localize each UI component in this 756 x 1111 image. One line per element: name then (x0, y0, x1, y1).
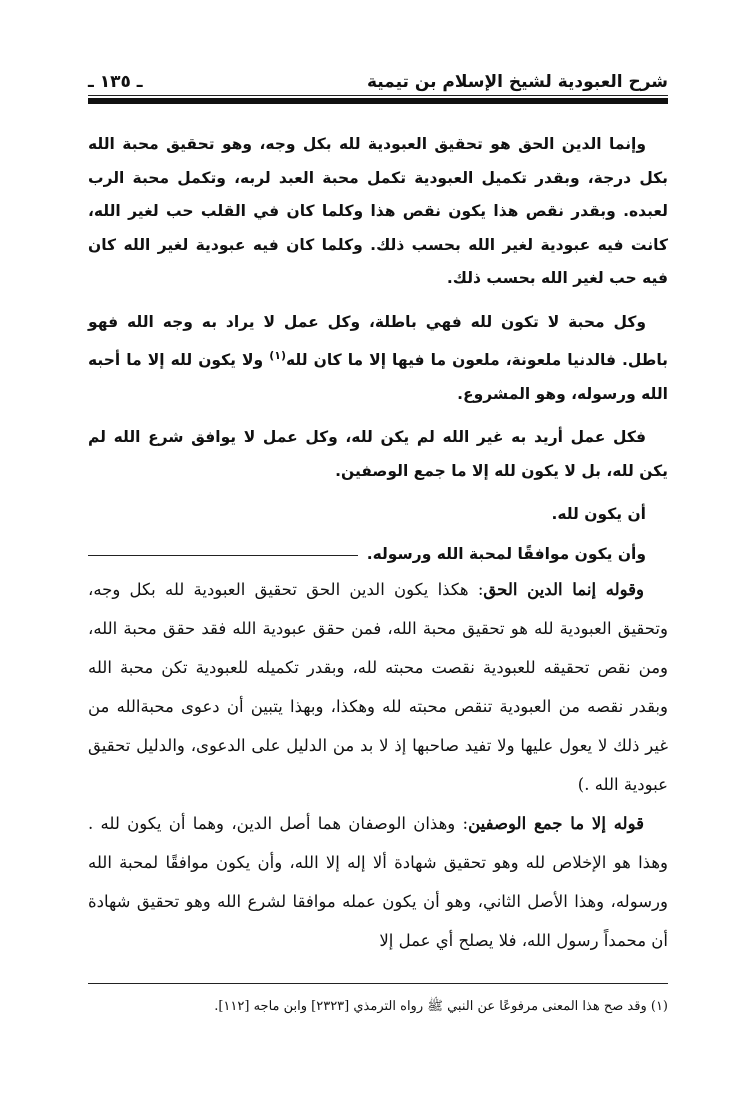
sharh-paragraph-1 (88, 570, 668, 804)
sharh-paragraph-2 (88, 804, 668, 960)
matn-condition-2: وأن يكون موافقًا لمحبة الله ورسوله. (366, 544, 646, 563)
matn-paragraph-1: وإنما الدين الحق هو تحقيق العبودية لله بكل وجه، وهو تحقيق محبة الله بكل درجة، وبقدر تكميل العبودية تكمل محبة العبد لربه، وتكمل محبة الرب لعبده. وبقدر نقص هذا يكون نقص هذا وكلما كان في القلب حب لغير الله، كانت فيه عبودية لغير الله بحسب ذلك. وكلما كان فيه عبودية لغير الله كان فيه حب لغير الله بحسب ذلك. (88, 135, 668, 287)
matn-paragraph-2-text-a: وكل محبة لا تكون لله فهي باطلة، وكل عمل لا يراد به وجه الله فهو باطل. فالدنيا ملعونة، ملعون ما فيها إلا ما كان لله (88, 312, 668, 370)
matn-paragraph-3: فكل عمل أريد به غير الله لم يكن لله، وكل عمل لا يوافق شرع الله لم يكن لله، بل لا يكون لله إلا ما جمع الوصفين. (88, 428, 668, 480)
sharh-paragraph-2-body: : وهذان الوصفان هما أصل الدين، وهما أن يكون لله . وهذا هو الإخلاص لله وهو تحقيق شهادة ألا إله إلا الله، وأن يكون موافقًا لمحبة الله ورسوله، وهذا الأصل الثاني، وهو أن يكون عمله موافقا لشرع الله وهو تحقيق شهادة أن محمداً رسول الله، فلا يصلح أي عمل إلا (88, 814, 668, 950)
footnote-divider (88, 983, 668, 984)
footnote-reference: (١) (269, 349, 287, 362)
header-rule-thin (88, 95, 668, 96)
book-title: شرح العبودية لشيخ الإسلام بن تيمية (366, 72, 668, 92)
matn-paragraph-2 (88, 306, 668, 412)
sharh-paragraph-1-body: : هكذا يكون الدين الحق تحقيق العبودية لله بكل وجه، وتحقيق العبودية لله هو تحقيق محبة الله، فمن حقق عبودية الله فقد حقق محبة الله، ومن نقص تحقيقه للعبودية نقصت محبته لله، وبقدر تكميله للعبودية تكن محبة الله وبقدر نقصه من العبودية تنقص محبته لله وهكذا، وبهذا يتبين أن دعوى محبةالله من غير ذلك لا يعول عليها ولا تفيد صاحبها إذ لا بد من الدليل على الدعوى، والدليل تحقيق عبودية الله .) (88, 580, 668, 794)
sharh-paragraph-1-lead: وقوله إنما الدين الحق (483, 580, 644, 599)
running-header (88, 66, 668, 92)
page-number: ـ ١٣٥ ـ (88, 72, 143, 92)
sharh-paragraph-2-lead: قوله إلا ما جمع الوصفين (468, 814, 644, 833)
section-divider (88, 555, 358, 556)
matn-condition-1: أن يكون لله. (551, 505, 646, 524)
matn-paragraph-2-text-b: ولا يكون لله إلا ما أحبه الله ورسوله، وهو المشروع. (88, 351, 668, 403)
sharh-text-block (88, 570, 668, 960)
matn-text-block (88, 128, 668, 577)
footnote: (١) وقد صح هذا المعنى مرفوعًا عن النبي ﷺ رواه الترمذي [٢٣٢٣] وابن ماجه [١١٢]. (214, 999, 668, 1014)
header-rule-thick (88, 98, 668, 104)
